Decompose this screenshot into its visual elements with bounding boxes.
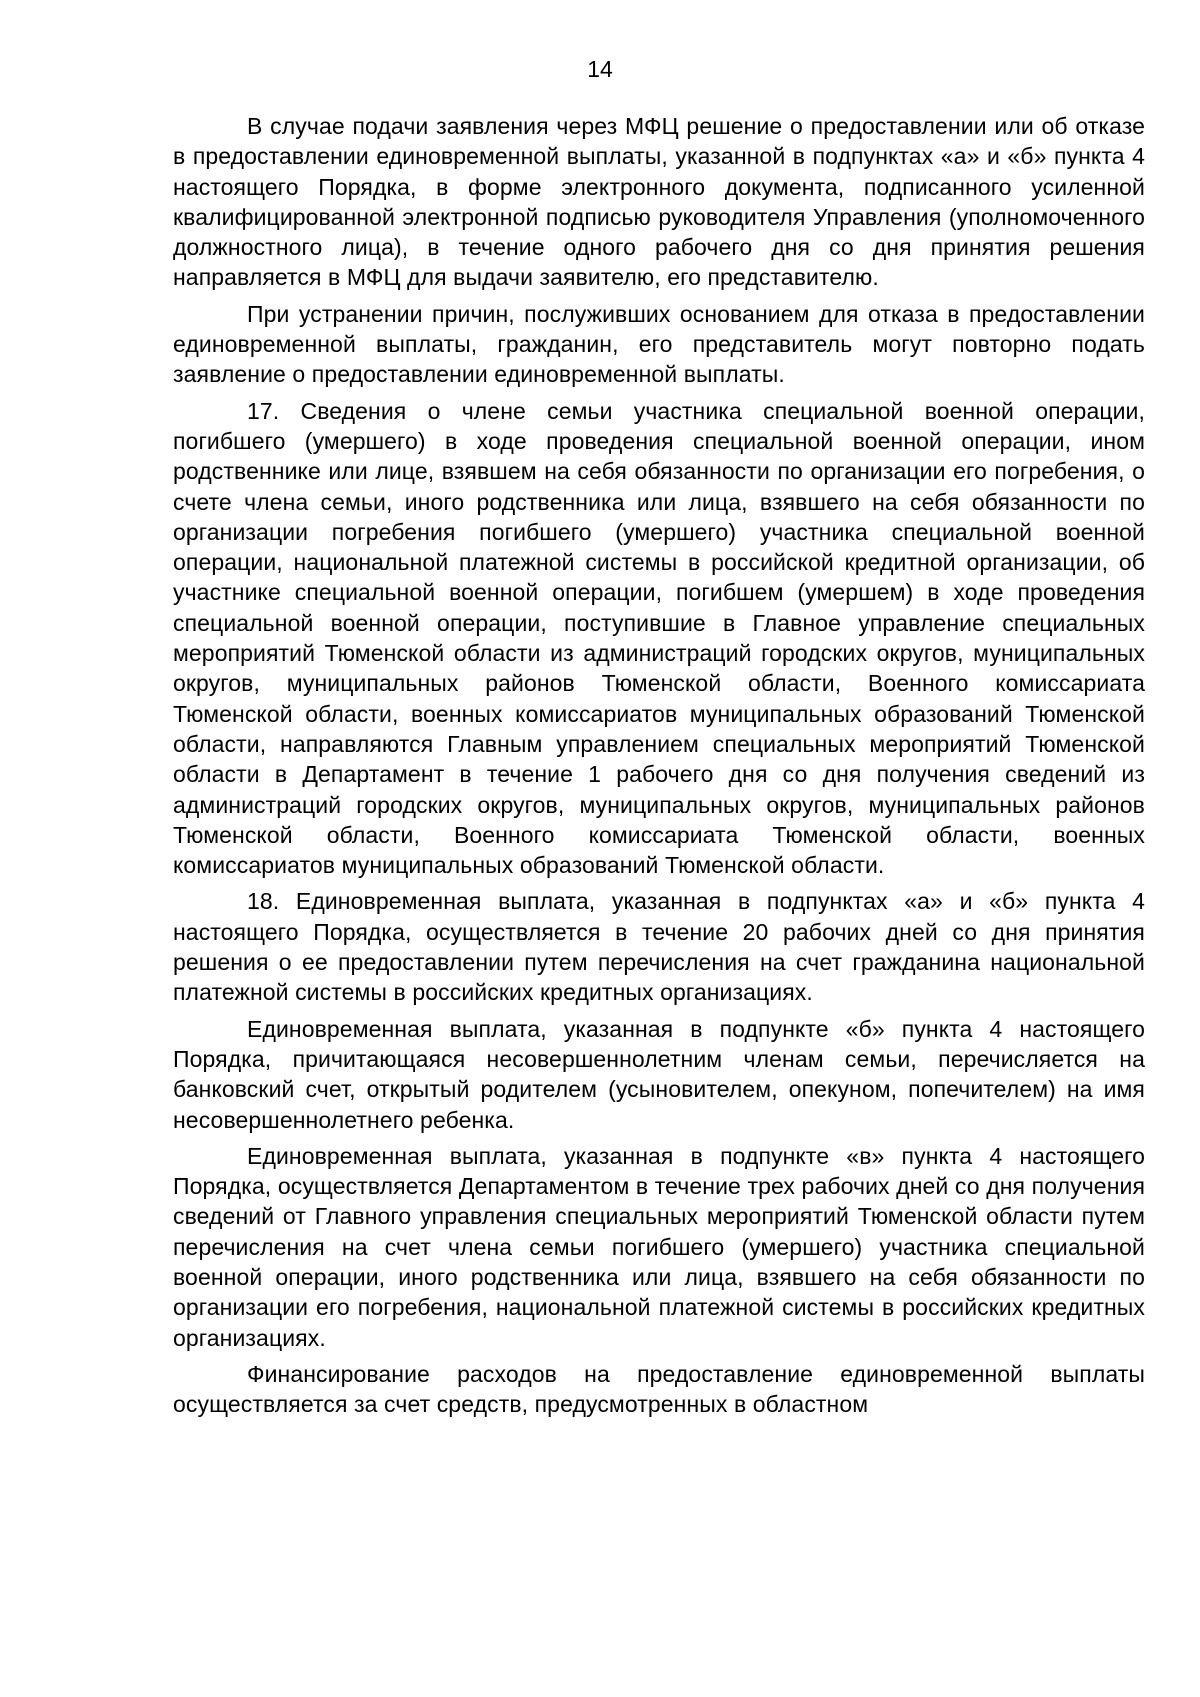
paragraph-reapplication: При устранении причин, послуживших основанием для отказа в предоставлении единовременной выплаты, гражданин, его представитель могут повторно подать заявление о предоставлении единовременной выплаты. — [173, 300, 1145, 388]
paragraph-item-18: 18. Единовременная выплата, указанная в подпунктах «а» и «б» пункта 4 настоящего Порядка, осуществляется в течение 20 рабочих дней со дня принятия решения о ее предоставлении путем перечисления на счет гражданина национальной платежной системы в российских кредитных организациях. — [173, 888, 1145, 1006]
paragraph-mfc-decision: В случае подачи заявления через МФЦ решение о предоставлении или об отказе в предоставлении единовременной выплаты, указанной в подпунктах «а» и «б» пункта 4 настоящего Порядка, в форме электронного документа, подписанного усиленной квалифицированной электронной подписью руководителя Управления (уполномоченного должностного лица), в течение одного рабочего дня со дня принятия решения направляется в МФЦ для выдачи заявителю, его представителю. — [173, 113, 1145, 291]
paragraph-item-17: 17. Сведения о члене семьи участника специальной военной операции, погибшего (умершего) в ходе проведения специальной военной операции, ином родственнике или лице, взявшем на себя обязанности по организации его погребения, о счете члена семьи, иного родственника или лица, взявшего на себя обязанности по организации погребения погибшего (умершего) участника специальной военной операции, национальной платежной системы в российской кредитной организации, об участнике специальной военной операции, погибшем (умершем) в ходе проведения специальной военной операции, поступившие в Главное управление специальных мероприятий Тюменской области из администраций городских округов, муниципальных округов, муниципальных районов Тюменской области, Военного комиссариата Тюменской области, военных комиссариатов муниципальных образований Тюменской области, направляются Главным управлением специальных мероприятий Тюменской области в Департамент в течение 1 рабочего дня со дня получения сведений из администраций городских округов, муниципальных округов, муниципальных районов Тюменской области, Военного комиссариата Тюменской области, военных комиссариатов муниципальных образований Тюменской области. — [173, 397, 1145, 879]
paragraph-financing: Финансирование расходов на предоставление единовременной выплаты осуществляется за счет средств, предусмотренных в областном — [173, 1360, 1145, 1418]
document-body — [173, 111, 1145, 1419]
paragraph-payment-subitem-v: Единовременная выплата, указанная в подпункте «в» пункта 4 настоящего Порядка, осуществляется Департаментом в течение трех рабочих дней со дня получения сведений от Главного управления специальных мероприятий Тюменской области путем перечисления на счет члена семьи погибшего (умершего) участника специальной военной операции, иного родственника или лица, взявшего на себя обязанности по организации его погребения, национальной платежной системы в российских кредитных организациях. — [173, 1142, 1145, 1351]
page-number: 14 — [587, 56, 613, 82]
paragraph-minors-payment: Единовременная выплата, указанная в подпункте «б» пункта 4 настоящего Порядка, причитающаяся несовершеннолетним членам семьи, перечисляется на банковский счет, открытый родителем (усыновителем, опекуном, попечителем) на имя несовершеннолетнего ребенка. — [173, 1015, 1145, 1133]
